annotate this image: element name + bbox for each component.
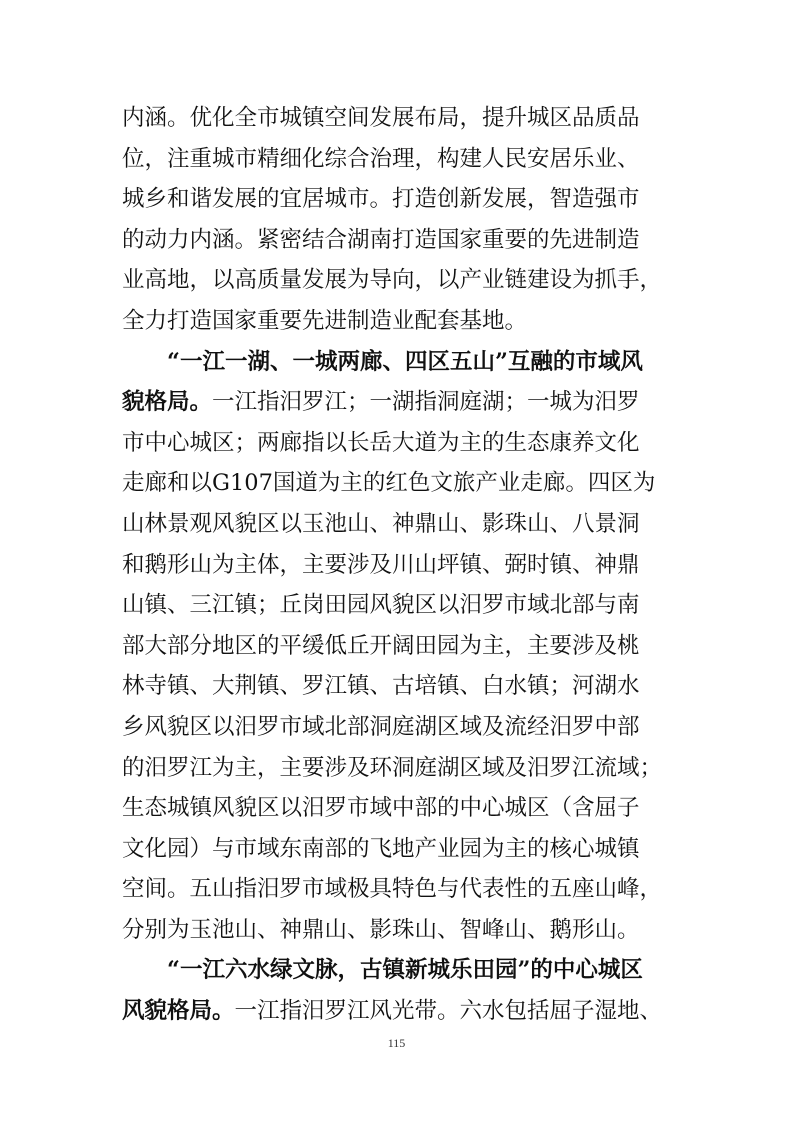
body-text [122, 98, 674, 1032]
text-line [122, 98, 674, 139]
line-text: 全力打造国家重要先进制造业配套基地。 [122, 307, 528, 334]
text-line [122, 626, 674, 667]
text-line [122, 788, 674, 829]
line-text: 一江指汨罗江风光带。六水包括屈子湿地、 [234, 998, 663, 1025]
line-text: 走廊和以G107国道为主的红色文旅产业走廊。四区为 [122, 470, 656, 497]
line-text: 内涵。优化全市城镇空间发展布局，提升城区品质品 [122, 105, 640, 131]
page-number: 115 [387, 1036, 406, 1050]
text-line [122, 585, 674, 626]
line-text: 乡风貌区以汨罗市域北部洞庭湖区域及流经汨罗中部 [122, 713, 640, 740]
paragraph-heading: “一江六水绿文脉，古镇新城乐田园”的中心城区 [167, 957, 643, 984]
text-line [122, 707, 674, 748]
paragraph-heading-line [122, 950, 674, 991]
line-text: 和鹅形山为主体，主要涉及川山坪镇、弼时镇、神鼎 [122, 551, 640, 578]
line-text: 的动力内涵。紧密结合湖南打造国家重要的先进制造 [122, 226, 640, 253]
line-text: 市中心城区；两廊指以长岳大道为主的生态康养文化 [122, 429, 640, 456]
text-line [122, 382, 674, 423]
text-line [122, 463, 674, 504]
text-line [122, 545, 674, 586]
text-line [122, 220, 674, 261]
text-line [122, 666, 674, 707]
text-line [122, 504, 674, 545]
line-text: 业高地，以高质量发展为导向，以产业链建设为抓手， [122, 267, 663, 294]
line-text: 位，注重城市精细化综合治理，构建人民安居乐业、 [122, 145, 640, 172]
text-line [122, 179, 674, 220]
line-text: 城乡和谐发展的宜居城市。打造创新发展，智造强市 [122, 186, 640, 213]
line-text: 山林景观风貌区以玉池山、神鼎山、影珠山、八景洞 [122, 510, 640, 537]
text-line [122, 869, 674, 910]
text-line [122, 829, 674, 870]
line-text: 生态城镇风貌区以汨罗市域中部的中心城区（含屈子 [122, 795, 640, 822]
text-line [122, 748, 674, 789]
text-line [122, 910, 674, 951]
line-text: 一江指汨罗江；一湖指洞庭湖；一城为汨罗 [212, 389, 640, 416]
text-line [122, 991, 674, 1032]
line-text: 的汨罗江为主，主要涉及环洞庭湖区域及汨罗江流域； [122, 754, 663, 781]
text-line [122, 423, 674, 464]
paragraph-heading: “一江一湖、一城两廊、四区五山”互融的市域风 [167, 348, 643, 375]
paragraph-heading: 貌格局。 [122, 389, 213, 416]
text-line [122, 301, 674, 342]
line-text: 空间。五山指汨罗市域极具特色与代表性的五座山峰， [122, 876, 663, 903]
line-text: 文化园）与市域东南部的飞地产业园为主的核心城镇 [122, 835, 640, 862]
line-text: 部大部分地区的平缓低丘开阔田园为主，主要涉及桃 [122, 632, 640, 659]
line-text: 林寺镇、大荆镇、罗江镇、古培镇、白水镇；河湖水 [122, 673, 640, 700]
line-text: 分别为玉池山、神鼎山、影珠山、智峰山、鹅形山。 [122, 916, 640, 943]
line-text: 山镇、三江镇；丘岗田园风貌区以汨罗市域北部与南 [122, 592, 640, 619]
paragraph-heading: 风貌格局。 [122, 998, 235, 1025]
text-line [122, 260, 674, 301]
text-line [122, 139, 674, 180]
paragraph-heading-line [122, 342, 674, 383]
